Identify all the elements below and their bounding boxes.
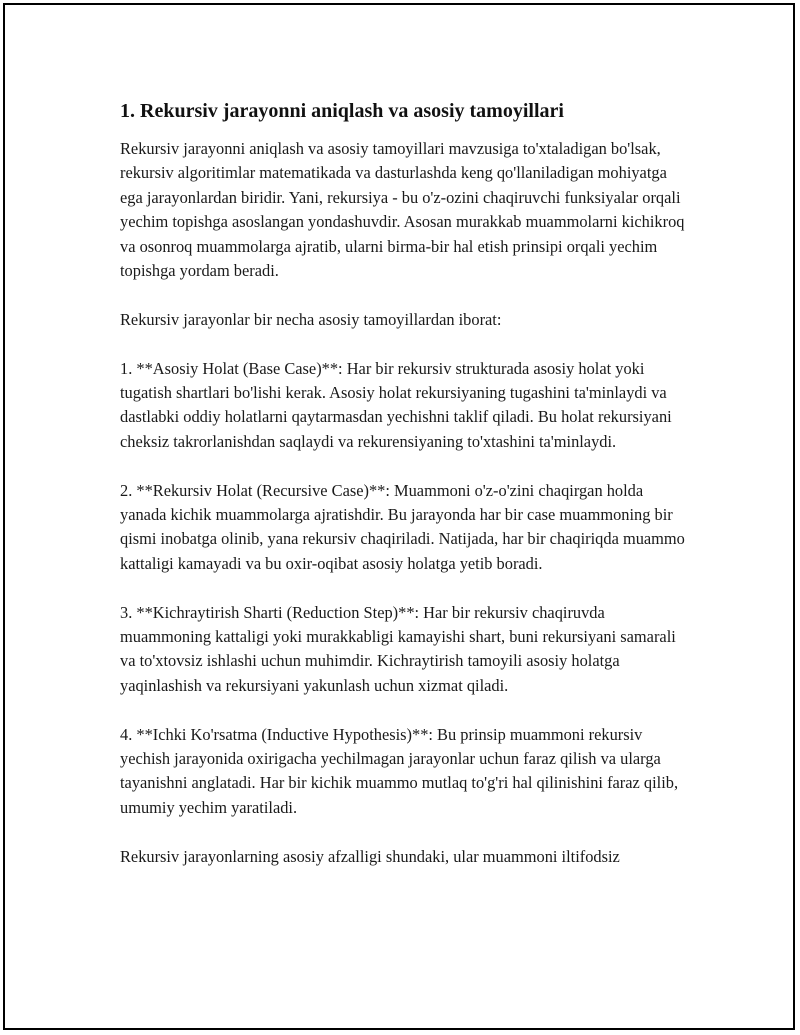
intro-paragraph: Rekursiv jarayonni aniqlash va asosiy tamoyillari mavzusiga to'xtaladigan bo'lsak, rekursiv algoritimlar matematikada va dasturlashda keng qo'llaniladigan mohiyatga ega jarayonlardan biridir. Yani, rekursiya - bu o'z-ozini chaqiruvchi funksiyalar orqali yechim topishga asoslangan yondashuvdir. Asosan murakkab muammolarni kichikroq va osonroq muammolarga ajratib, ularni birma-bir hal etish prinsipi orqali yechim topishga yordam beradi. — [120, 139, 685, 281]
principle-base-case-paragraph: 1. **Asosiy Holat (Base Case)**: Har bir rekursiv strukturada asosiy holat yoki tugatish shartlari bo'lishi kerak. Asosiy holat rekursiyaning tugashini ta'minlaydi va dastlabki oddiy holatlarni qaytarmasdan yechishni taklif qiladi. Bu holat rekursiyani cheksiz takrorlanishdan saqlaydi va rekurensiyaning to'xtashini ta'minlaydi. — [120, 358, 672, 451]
page-frame — [3, 3, 795, 1030]
principle-reduction-step-paragraph: 3. **Kichraytirish Sharti (Reduction Step)**: Har bir rekursiv chaqiruvda muammoning kattaligi yoki murakkabligi kamayishi shart, buni rekursiyani samarali va to'xtovsiz ishlashi uchun muhimdir. Kichraytirish tamoyili asosiy holatga yaqinlashish va rekursiyani yakunlash uchun xizmat qiladi. — [120, 602, 676, 695]
document-body — [120, 97, 690, 893]
principle-inductive-hypothesis-paragraph: 4. **Ichki Ko'rsatma (Inductive Hypothesis)**: Bu prinsip muammoni rekursiv yechish jarayonida oxirigacha yechilmagan jarayonlar uchun faraz qilish va ularga tayanishni anglatadi. Har bir kichik muammo mutlaq to'g'ri hal qilinishini faraz qilib, umumiy yechim yaratiladi. — [120, 724, 679, 817]
principle-recursive-case-paragraph: 2. **Rekursiv Holat (Recursive Case)**: Muammoni o'z-o'zini chaqirgan holda yanada kichik muammolarga ajratishdir. Bu jarayonda har bir case muammoning bir qismi inobatga olinib, yana rekursiv chaqiriladi. Natijada, har bir chaqiriqda muammo kattaligi kamayadi va bu oxir-oqibat asosiy holatga yetib boradi. — [120, 480, 685, 573]
section-heading: 1. Rekursiv jarayonni aniqlash va asosiy tamoyillari — [120, 100, 564, 122]
principles-lead-paragraph: Rekursiv jarayonlar bir necha asosiy tamoyillardan iborat: — [120, 309, 502, 329]
advantages-paragraph: Rekursiv jarayonlarning asosiy afzalligi shundaki, ular muammoni iltifodsiz — [120, 846, 620, 866]
